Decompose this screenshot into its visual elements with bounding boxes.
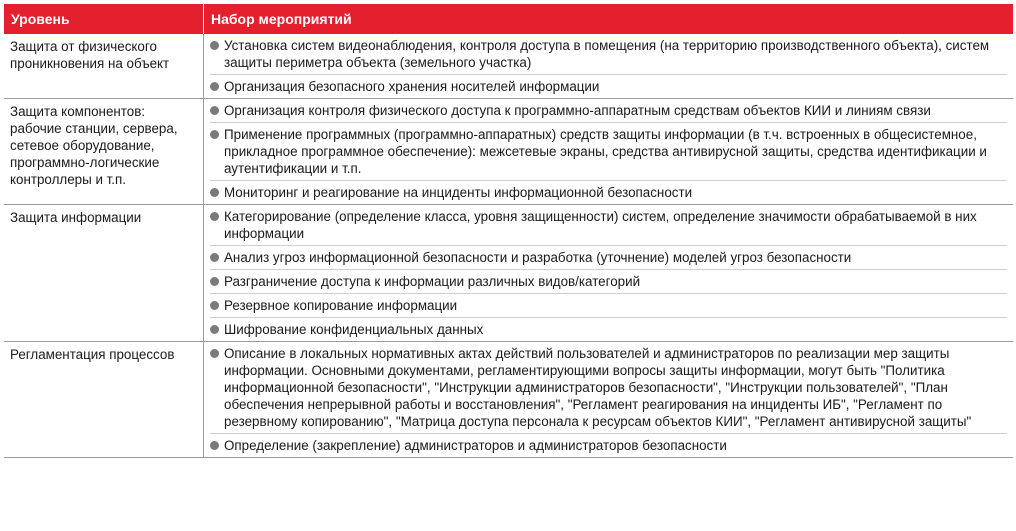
measures-cell — [204, 99, 1013, 204]
measures-cell — [204, 34, 1013, 98]
bullet-icon — [210, 441, 219, 450]
bullet-icon — [210, 188, 219, 197]
level-cell: Защита от физического проникновения на объект — [4, 34, 204, 98]
table-row — [4, 342, 1013, 458]
level-cell: Защита информации — [4, 205, 204, 341]
list-item: Резервное копирование информации — [210, 294, 1007, 318]
measures-cell — [204, 205, 1013, 341]
bullet-icon — [210, 301, 219, 310]
table-row — [4, 205, 1013, 342]
list-item: Установка систем видеонаблюдения, контроля доступа в помещения (на территорию производственного объекта), систем защиты периметра объекта (земельного участка) — [210, 34, 1007, 75]
bullet-icon — [210, 130, 219, 139]
header-level: Уровень — [4, 4, 204, 34]
bullet-icon — [210, 349, 219, 358]
bullet-icon — [210, 41, 219, 50]
list-item: Организация контроля физического доступа к программно-аппаратным средствам объектов КИИ и линиям связи — [210, 99, 1007, 123]
bullet-icon — [210, 82, 219, 91]
list-item: Анализ угроз информационной безопасности и разработка (уточнение) моделей угроз безопасности — [210, 246, 1007, 270]
table-row — [4, 34, 1013, 99]
bullet-icon — [210, 212, 219, 221]
list-item: Организация безопасного хранения носителей информации — [210, 75, 1007, 98]
table-row — [4, 99, 1013, 205]
list-item: Мониторинг и реагирование на инциденты информационной безопасности — [210, 181, 1007, 204]
bullet-icon — [210, 106, 219, 115]
header-measures: Набор мероприятий — [211, 11, 352, 27]
list-item: Применение программных (программно-аппаратных) средств защиты информации (в т.ч. встроенных в общесистемное, прикладное программное обеспечение): межсетевые экраны, средства антивирусной защиты, средства идентификации и аутентификации и т.п. — [210, 123, 1007, 181]
level-cell: Защита компонентов: рабочие станции, сервера, сетевое оборудование, программно-логические контроллеры и т.п. — [4, 99, 204, 204]
list-item: Определение (закрепление) администраторов и администраторов безопасности — [210, 434, 1007, 457]
measures-cell — [204, 342, 1013, 457]
list-item: Шифрование конфиденциальных данных — [210, 318, 1007, 341]
list-item: Категорирование (определение класса, уровня защищенности) систем, определение значимости обрабатываемой в них информации — [210, 205, 1007, 246]
level-cell: Регламентация процессов — [4, 342, 204, 457]
list-item: Описание в локальных нормативных актах действий пользователей и администраторов по реализации мер защиты информации. Основными документами, регламентирующими вопросы защиты информации, могут быть "Политика информационной безопасности", "Инструкции администраторов безопасности", "Инструкции пользователей", "План обеспечения непрерывной работы и восстановления", "Регламент реагирования на инциденты ИБ", "Регламент по резервному копированию", "Матрица доступа персонала к ресурсам объектов КИИ", "Регламент антивирусной защиты" — [210, 342, 1007, 434]
bullet-icon — [210, 277, 219, 286]
bullet-icon — [210, 253, 219, 262]
table-header — [4, 4, 1013, 34]
measures-table — [4, 4, 1013, 458]
list-item: Разграничение доступа к информации различных видов/категорий — [210, 270, 1007, 294]
bullet-icon — [210, 325, 219, 334]
